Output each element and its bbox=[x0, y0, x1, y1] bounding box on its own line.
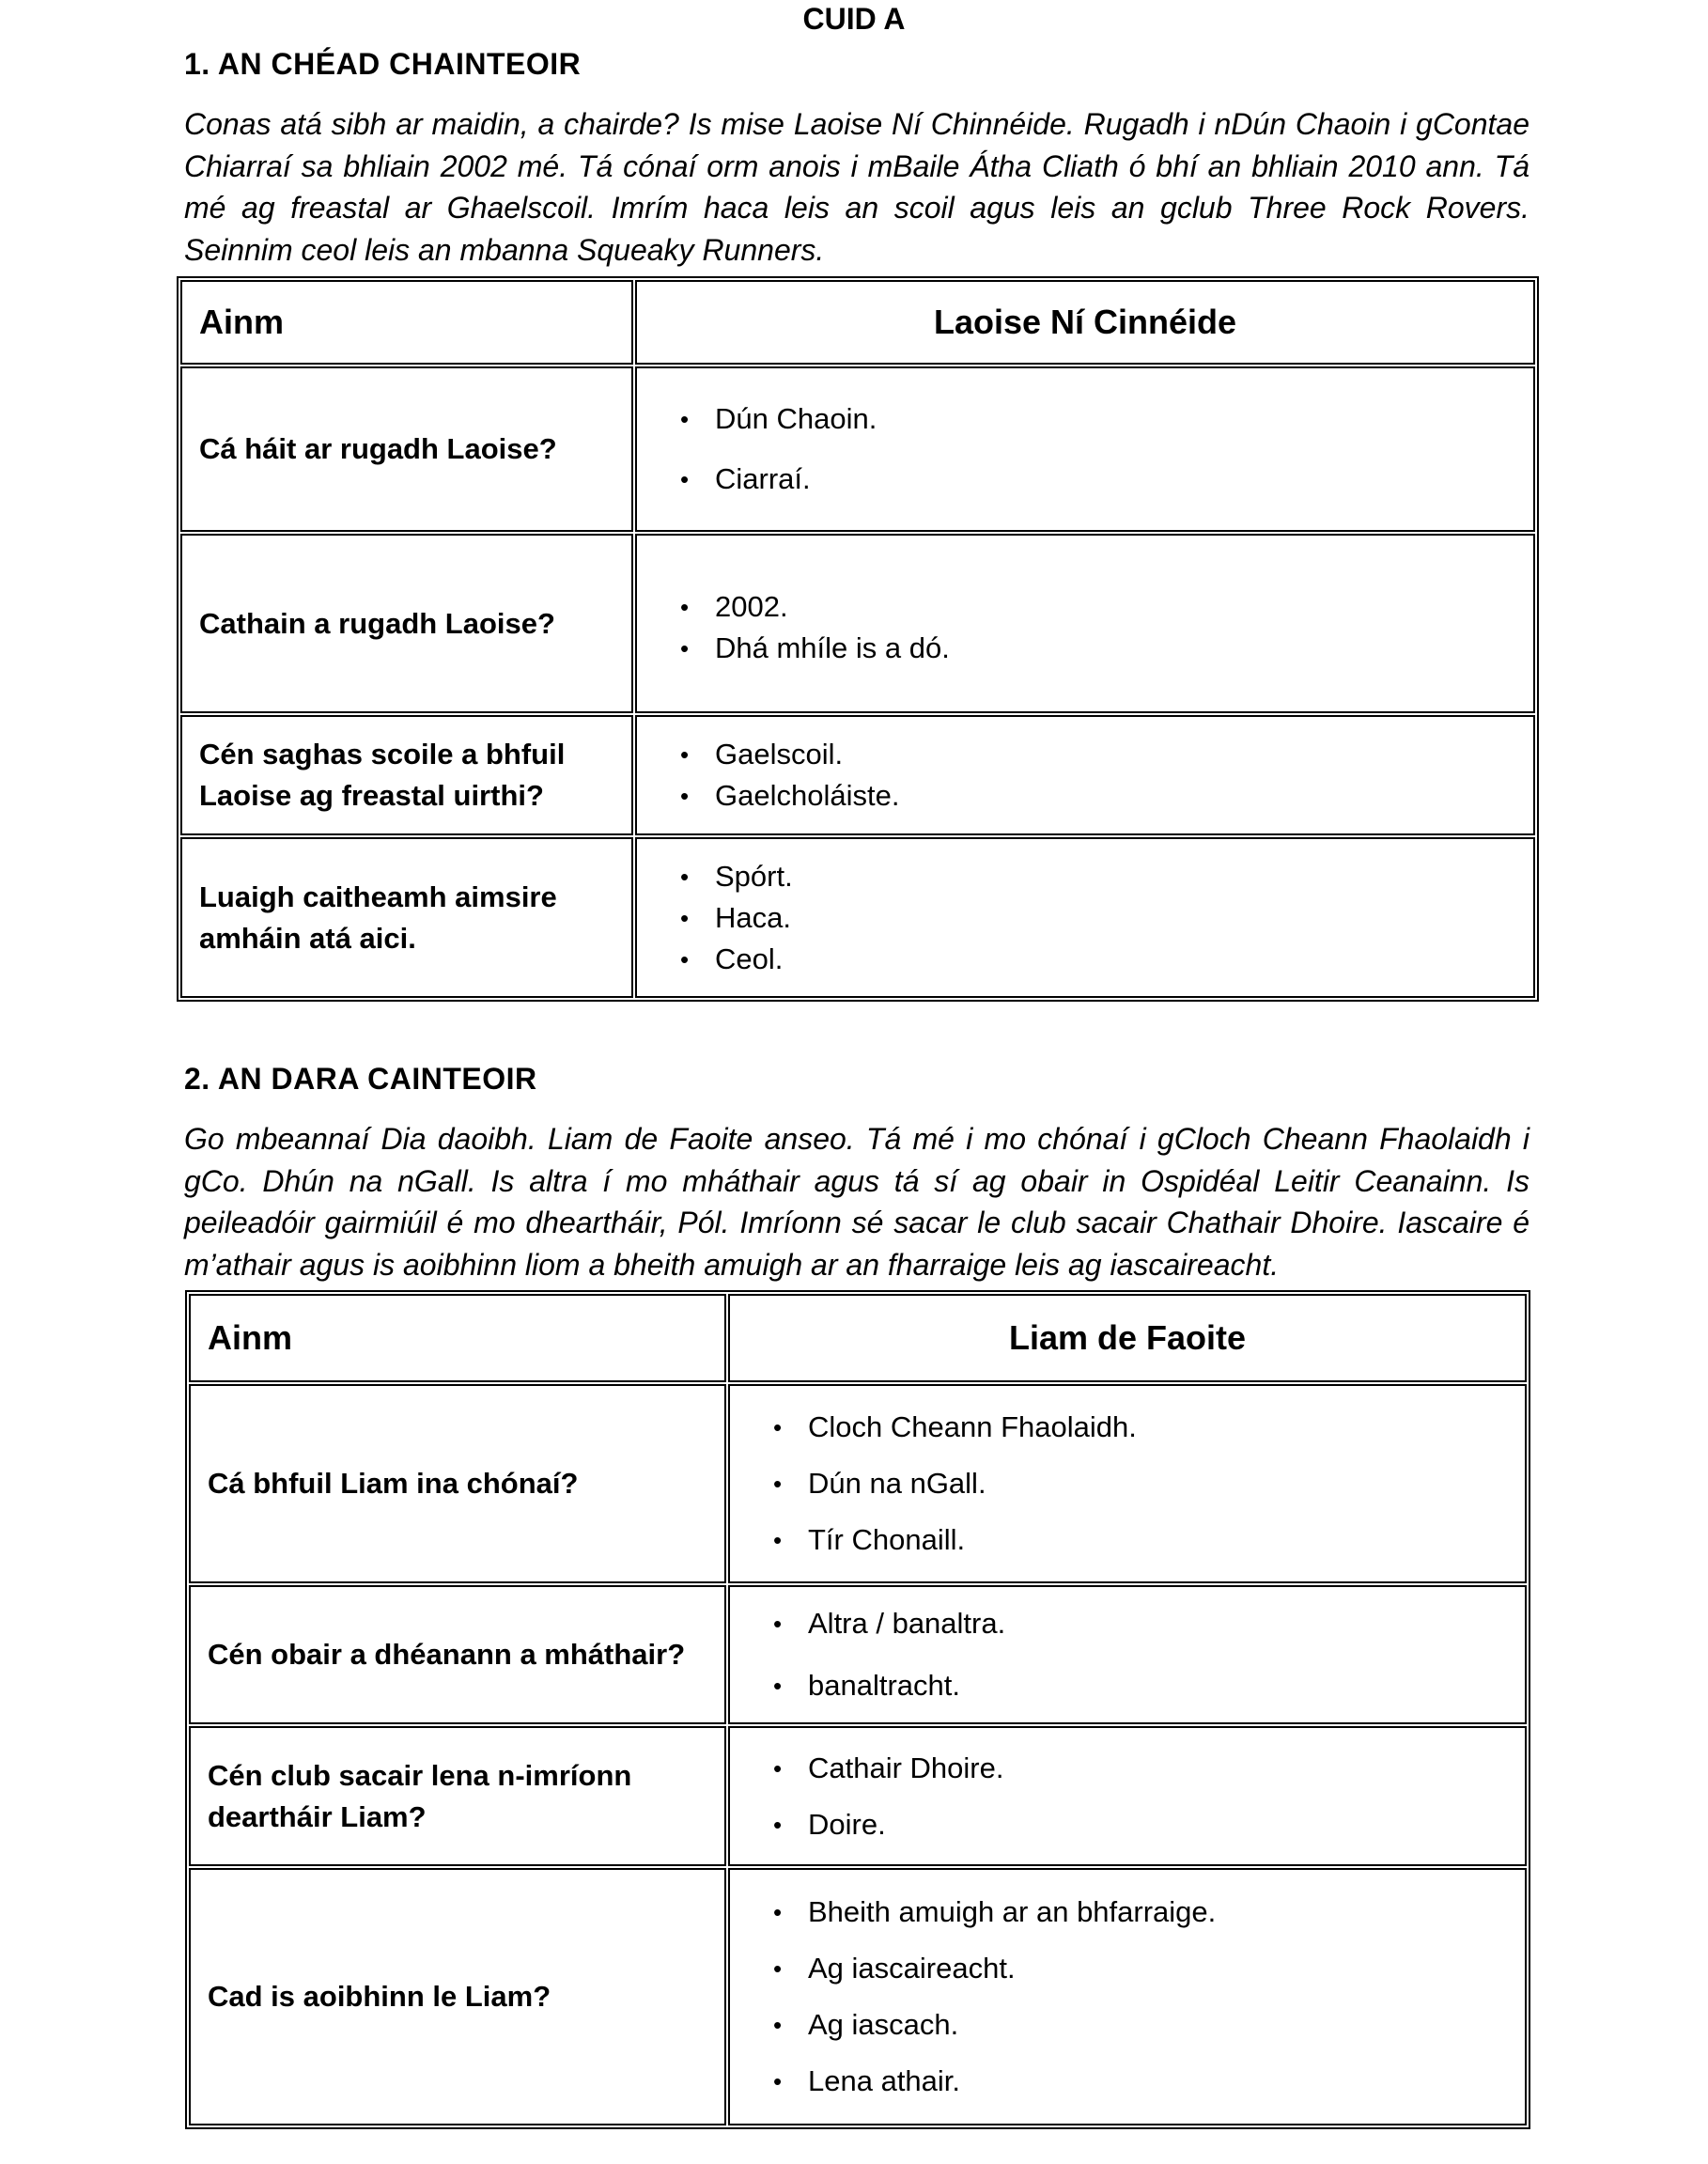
table-row bbox=[189, 1384, 1527, 1583]
section-2-table bbox=[185, 1290, 1530, 2129]
table-row bbox=[180, 837, 1535, 998]
question-cell: Cad is aoibhinn le Liam? bbox=[189, 1868, 726, 2125]
answer-cell bbox=[728, 1585, 1527, 1724]
table-row bbox=[189, 1868, 1527, 2125]
section-2-heading: 2. AN DARA CAINTEOIR bbox=[184, 1062, 537, 1096]
question-cell: Cén saghas scoile a bhfuil Laoise ag freastal uirthi? bbox=[180, 715, 633, 835]
answer-cell bbox=[635, 366, 1535, 532]
answer-item: • Ag iascaireacht. bbox=[808, 1940, 1508, 1997]
answer-cell bbox=[728, 1726, 1527, 1866]
section-1-paragraph: Conas atá sibh ar maidin, a chairde? Is mise Laoise Ní Chinnéide. Rugadh i nDún Chaoin i gContae Chiarraí sa bhliain 2002 mé. Tá cónaí orm anois i mBaile Átha Cliath ó bhí an bhliain 2010 ann. Tá mé ag freastal ar Ghaelscoil. Imrím haca leis an scoil agus leis an gclub Three Rock Rovers. Seinnim ceol leis an mbanna Squeaky Runners. bbox=[184, 107, 1529, 267]
answer-item: • Ciarraí. bbox=[715, 449, 1516, 509]
answer-item: • 2002. bbox=[715, 586, 1516, 628]
table-row bbox=[189, 1585, 1527, 1724]
answer-cell bbox=[728, 1384, 1527, 1583]
table-header-row bbox=[180, 280, 1535, 365]
question-cell: Cén obair a dhéanann a mháthair? bbox=[189, 1585, 726, 1724]
answer-item: • Haca. bbox=[715, 897, 1516, 939]
answer-item: • Lena athair. bbox=[808, 2053, 1508, 2110]
answer-item: • Doire. bbox=[808, 1797, 1508, 1853]
answer-item: • Dún Chaoin. bbox=[715, 389, 1516, 449]
header-label-cell: Ainm bbox=[180, 280, 633, 365]
answer-cell bbox=[635, 534, 1535, 713]
question-cell: Cá háit ar rugadh Laoise? bbox=[180, 366, 633, 532]
answer-cell bbox=[728, 1868, 1527, 2125]
answer-item: • Cloch Cheann Fhaolaidh. bbox=[808, 1399, 1508, 1456]
table-row bbox=[180, 534, 1535, 713]
answer-item: • Dhá mhíle is a dó. bbox=[715, 628, 1516, 669]
table-row bbox=[189, 1726, 1527, 1866]
answer-item: • Ag iascach. bbox=[808, 1997, 1508, 2053]
answer-item: • banaltracht. bbox=[808, 1655, 1508, 1717]
answer-item: • Altra / banaltra. bbox=[808, 1593, 1508, 1655]
answer-item: • Ceol. bbox=[715, 939, 1516, 980]
answer-item: • Dún na nGall. bbox=[808, 1456, 1508, 1512]
question-cell: Cá bhfuil Liam ina chónaí? bbox=[189, 1384, 726, 1583]
table-header-row bbox=[189, 1294, 1527, 1382]
answer-item: • Bheith amuigh ar an bhfarraige. bbox=[808, 1884, 1508, 1940]
section-2-paragraph: Go mbeannaí Dia daoibh. Liam de Faoite anseo. Tá mé i mo chónaí i gCloch Cheann Fhaolaidh i gCo. Dhún na nGall. Is altra í mo mháthair agus tá sí ag obair in Ospidéal Leitir Ceanainn. Is peileadóir gairmiúil é mo dheartháir, Pól. Imríonn sé sacar le club sacair Chathair Dhoire. Iascaire é m’athair agus is aoibhinn liom a bheith amuigh ar an fharraige leis ag iascaireacht. bbox=[184, 1122, 1529, 1282]
question-cell: Luaigh caitheamh aimsire amháin atá aici. bbox=[180, 837, 633, 998]
question-cell: Cathain a rugadh Laoise? bbox=[180, 534, 633, 713]
answer-item: • Spórt. bbox=[715, 856, 1516, 897]
answer-item: • Gaelcholáiste. bbox=[715, 775, 1516, 817]
answer-cell bbox=[635, 715, 1535, 835]
answer-item: • Cathair Dhoire. bbox=[808, 1740, 1508, 1797]
answer-item: • Gaelscoil. bbox=[715, 734, 1516, 775]
table-row bbox=[180, 366, 1535, 532]
answer-cell bbox=[635, 837, 1535, 998]
section-1-table bbox=[177, 276, 1539, 1002]
answer-item: • Tír Chonaill. bbox=[808, 1512, 1508, 1568]
section-1-heading: 1. AN CHÉAD CHAINTEOIR bbox=[184, 47, 582, 81]
table-row bbox=[180, 715, 1535, 835]
page-title: CUID A bbox=[802, 2, 906, 36]
header-value-cell: Laoise Ní Cinnéide bbox=[635, 280, 1535, 365]
header-label-cell: Ainm bbox=[189, 1294, 726, 1382]
header-value-cell: Liam de Faoite bbox=[728, 1294, 1527, 1382]
question-cell: Cén club sacair lena n-imríonn deartháir Liam? bbox=[189, 1726, 726, 1866]
